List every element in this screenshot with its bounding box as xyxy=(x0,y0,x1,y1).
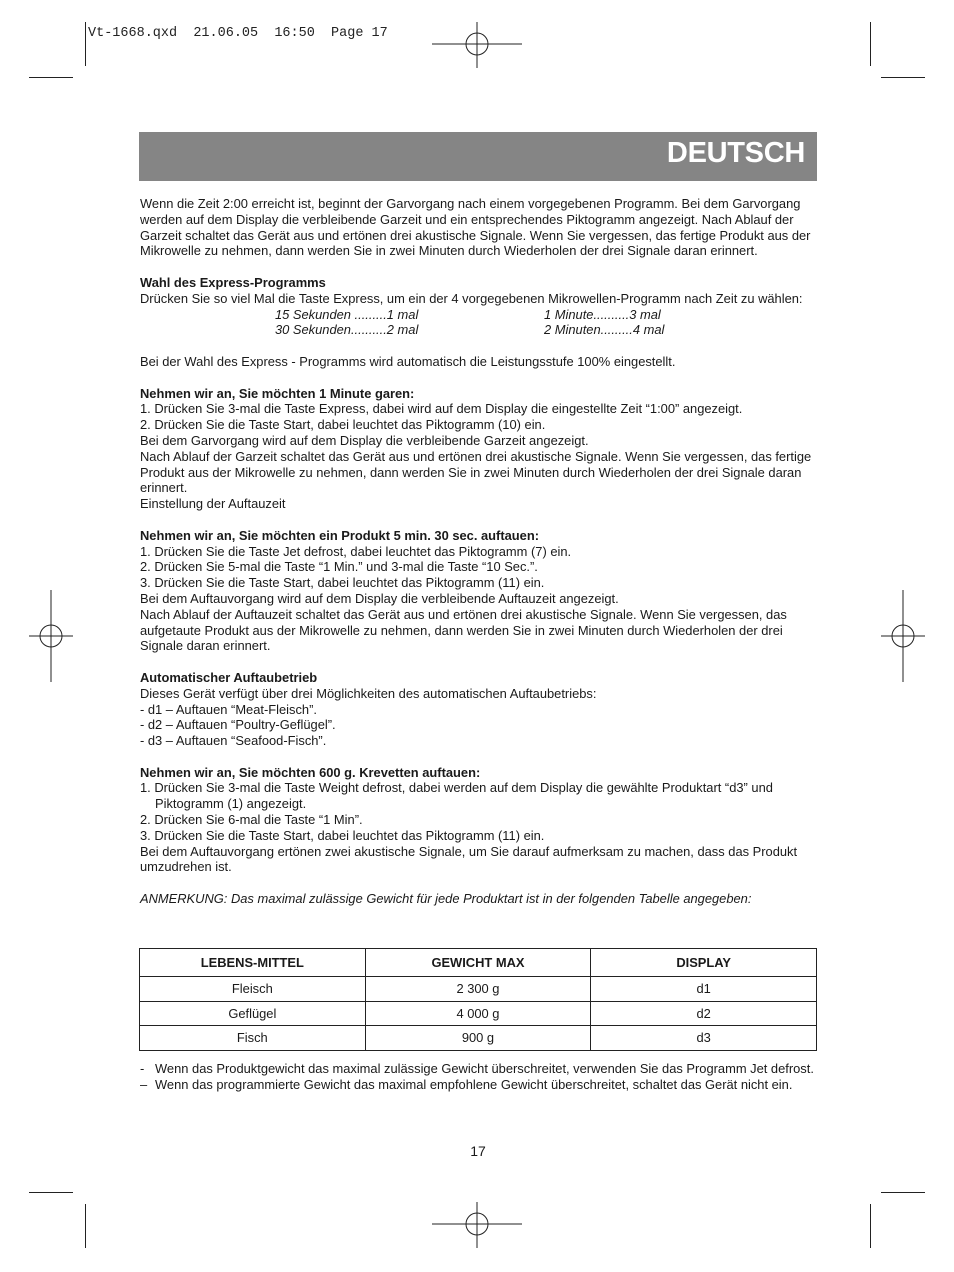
table-header-row xyxy=(140,949,817,977)
notes-list xyxy=(140,1061,820,1093)
example1-step: 2. Drücken Sie die Taste Start, dabei leuchtet das Piktogramm (10) ein. xyxy=(140,417,546,433)
registration-mark-top xyxy=(432,22,522,68)
page-number: 17 xyxy=(470,1143,486,1159)
column-header-display: DISPLAY xyxy=(591,949,817,977)
crop-mark-bottom-right-horizontal xyxy=(881,1192,925,1193)
table-cell: d2 xyxy=(591,1001,817,1026)
note-dash: - xyxy=(140,1061,145,1076)
remark-text: ANMERKUNG: Das maximal zulässige Gewicht für jede Produktart ist in der folgenden Tabelle angegeben: xyxy=(140,891,752,907)
table-cell: Fleisch xyxy=(140,977,366,1002)
express-option: 30 Sekunden..........2 mal xyxy=(275,322,419,338)
express-option: 1 Minute..........3 mal xyxy=(544,306,661,322)
example1-heading: Nehmen wir an, Sie möchten 1 Minute garen: xyxy=(140,385,415,401)
example1-step: 1. Drücken Sie 3-mal die Taste Express, dabei wird auf dem Display die eingestellte Zeit “1:00” angezeigt. xyxy=(140,401,743,417)
express-text: Drücken Sie so viel Mal die Taste Express, um ein der 4 vorgegebenen Mikrowellen-Programm nach Zeit zu wählen: xyxy=(140,290,803,306)
example3-step: 1. Drücken Sie 3-mal die Taste Weight defrost, dabei werden auf dem Display die gewählte Produktart “d3” und Piktogramm (1) angezeigt. xyxy=(140,780,773,812)
note-item xyxy=(140,1061,820,1077)
express-options xyxy=(140,307,820,339)
crop-mark-top-right-vertical xyxy=(870,22,871,66)
registration-mark-bottom xyxy=(432,1202,522,1248)
table-cell: d1 xyxy=(591,977,817,1002)
example3-step: 3. Drücken Sie die Taste Start, dabei leuchtet das Piktogramm (11) ein. xyxy=(140,827,545,843)
example3-step: 2. Drücken Sie 6-mal die Taste “1 Min”. xyxy=(140,812,363,828)
auto-defrost-item: - d3 – Auftauen “Seafood-Fisch”. xyxy=(140,733,327,749)
table-cell: Geflügel xyxy=(140,1001,366,1026)
registration-mark-right xyxy=(881,590,925,682)
example3-heading: Nehmen wir an, Sie möchten 600 g. Krevetten auftauen: xyxy=(140,764,481,780)
table-row xyxy=(140,977,817,1002)
crop-mark-top-right-horizontal xyxy=(881,77,925,78)
table-cell: Fisch xyxy=(140,1026,366,1051)
example2-heading: Nehmen wir an, Sie möchten ein Produkt 5 min. 30 sec. auftauen: xyxy=(140,527,539,543)
note-text: Wenn das programmierte Gewicht das maximal empfohlene Gewicht überschreitet, schaltet das Gerät nicht ein. xyxy=(155,1076,793,1092)
auto-defrost-item: - d2 – Auftauen “Poultry-Geflügel”. xyxy=(140,717,336,733)
intro-paragraph: Wenn die Zeit 2:00 erreicht ist, beginnt der Garvorgang nach einem vorgegebenen Programm. Bei dem Garvorgang werden auf dem Display die verbleibende Garzeit und ein entsprechendes Piktogramm angezeigt. Nach Ablauf der Garzeit schaltet das Gerät aus und ertönen drei akustische Signale. Wenn Sie vergessen, das fertige Produkt aus der Mikrowelle zu nehmen, dann werden Sie in zwei Minuten durch Wiederholen der drei Signale daran erinnert. xyxy=(140,196,811,259)
example1-text: Nach Ablauf der Garzeit schaltet das Gerät aus und ertönen drei akustische Signale. Wenn Sie vergessen, das fertige Produkt aus der Mikrowelle zu nehmen, dann werden Sie in zwei Minuten durch Wiederholen der drei Signale daran erinnert. xyxy=(140,448,812,496)
crop-mark-top-left-vertical xyxy=(85,22,86,66)
example2-step: 2. Drücken Sie 5-mal die Taste “1 Min.” und 3-mal die Taste “10 Sec.”. xyxy=(140,559,538,575)
auto-defrost-heading: Automatischer Auftaubetrieb xyxy=(140,669,318,685)
table-cell: 900 g xyxy=(365,1026,591,1051)
auto-defrost-item: - d1 – Auftauen “Meat-Fleisch”. xyxy=(140,701,317,717)
crop-mark-top-left-horizontal xyxy=(29,77,73,78)
table-cell: d3 xyxy=(591,1026,817,1051)
printer-slug: Vt-1668.qxd 21.06.05 16:50 Page 17 xyxy=(88,26,388,41)
column-header-food: LEBENS-MITTEL xyxy=(140,949,366,977)
express-option: 2 Minuten.........4 mal xyxy=(544,322,665,338)
crop-mark-bottom-left-vertical xyxy=(85,1204,86,1248)
example2-step: 3. Drücken Sie die Taste Start, dabei leuchtet das Piktogramm (11) ein. xyxy=(140,575,545,591)
language-banner xyxy=(139,132,817,181)
crop-mark-bottom-left-horizontal xyxy=(29,1192,73,1193)
express-option: 15 Sekunden .........1 mal xyxy=(275,306,419,322)
crop-mark-bottom-right-vertical xyxy=(870,1204,871,1248)
example2-text: Bei dem Auftauvorgang wird auf dem Display die verbleibende Auftauzeit angezeigt. xyxy=(140,590,619,606)
page-title: DEUTSCH xyxy=(666,137,805,169)
example1-text: Einstellung der Auftauzeit xyxy=(140,496,286,512)
express-heading: Wahl des Express-Programms xyxy=(140,274,326,290)
table-row xyxy=(140,1001,817,1026)
express-note: Bei der Wahl des Express - Programms wird automatisch die Leistungsstufe 100% eingestellt. xyxy=(140,353,676,369)
note-dash: – xyxy=(140,1076,148,1092)
example3-text: Bei dem Auftauvorgang ertönen zwei akustische Signale, um Sie darauf aufmerksam zu machen, dass das Produkt umzudrehen ist. xyxy=(140,843,798,875)
column-header-weight: GEWICHT MAX xyxy=(365,949,591,977)
table-cell: 2 300 g xyxy=(365,977,591,1002)
auto-defrost-text: Dieses Gerät verfügt über drei Möglichkeiten des automatischen Auftaubetriebs: xyxy=(140,685,597,701)
table-cell: 4 000 g xyxy=(365,1001,591,1026)
example2-step: 1. Drücken Sie die Taste Jet defrost, dabei leuchtet das Piktogramm (7) ein. xyxy=(140,543,572,559)
note-item xyxy=(140,1077,820,1093)
main-content xyxy=(140,196,820,907)
max-weight-table xyxy=(139,948,817,1051)
note-text: Wenn das Produktgewicht das maximal zulässige Gewicht überschreitet, verwenden Sie das Programm Jet defrost. xyxy=(155,1061,814,1076)
registration-mark-left xyxy=(29,590,73,682)
example2-text: Nach Ablauf der Auftauzeit schaltet das Gerät aus und ertönen drei akustische Signale. Wenn Sie vergessen, das aufgetaute Produkt aus der Mikrowelle zu nehmen, dann werden Sie in zwei Minuten durch Wiederholen der drei Signale daran erinnert. xyxy=(140,606,787,654)
table-row xyxy=(140,1026,817,1051)
example1-text: Bei dem Garvorgang wird auf dem Display die verbleibende Garzeit angezeigt. xyxy=(140,432,589,448)
